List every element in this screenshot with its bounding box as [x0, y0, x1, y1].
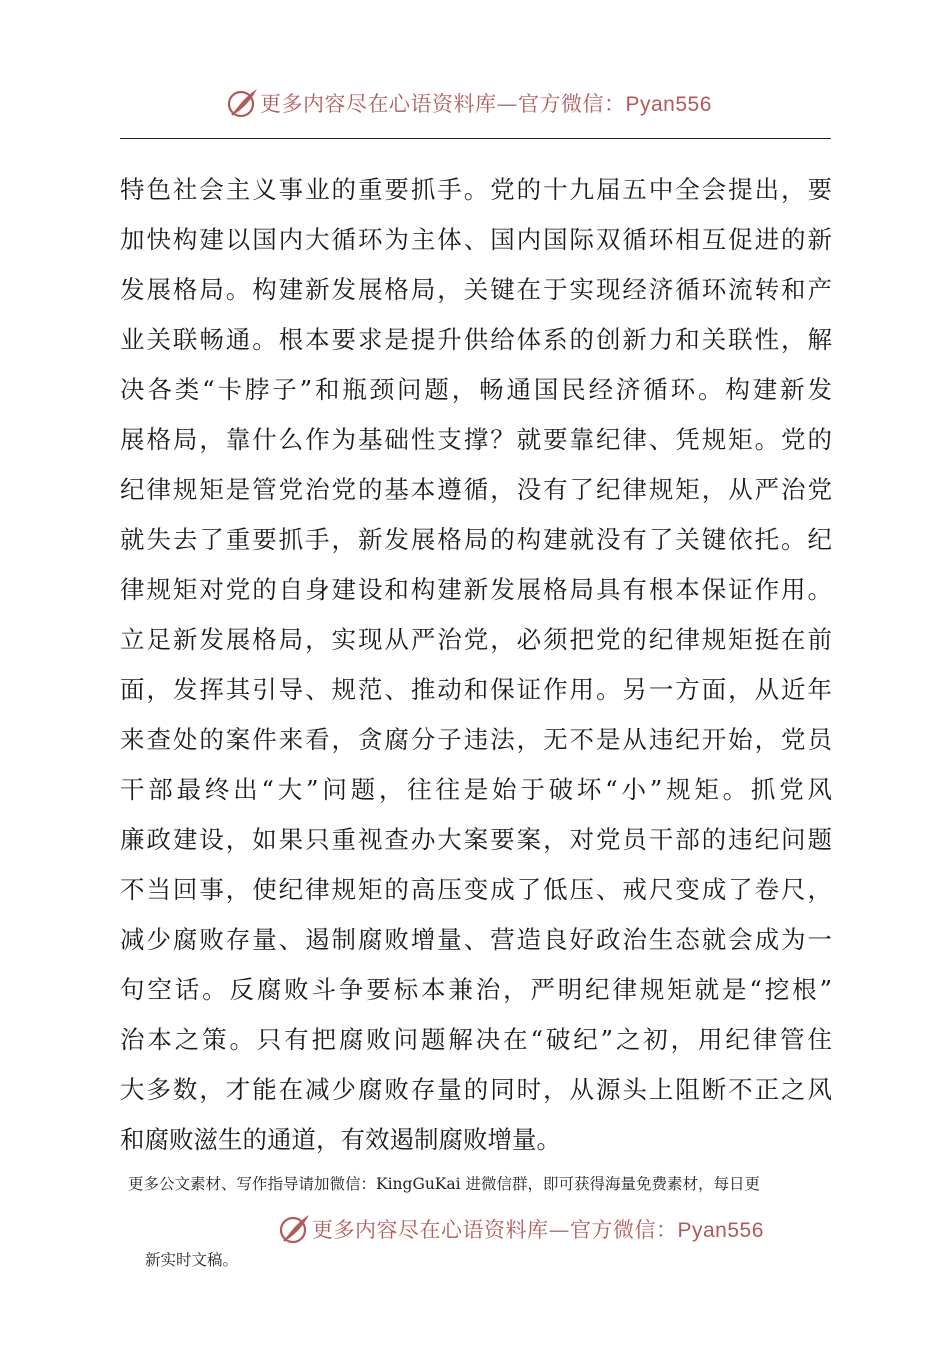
body-line: 律规矩对党的自身建设和构建新发展格局具有根本保证作用。 — [120, 575, 832, 604]
watermark-dash: — — [548, 1218, 570, 1242]
header-watermark — [226, 86, 712, 120]
watermark-dash: — — [496, 92, 518, 116]
body-line: 句空话。反腐败斗争要标本兼治，严明纪律规矩就是“挖根” — [120, 975, 832, 1004]
body-line: 纪律规矩是管党治党的基本遵循，没有了纪律规矩，从严治党 — [120, 475, 832, 504]
quill-logo-icon — [226, 86, 260, 120]
body-line: 发展格局。构建新发展格局，关键在于实现经济循环流转和产 — [120, 275, 832, 304]
body-text — [120, 165, 832, 1165]
header-rule — [120, 138, 831, 139]
watermark-text: 更多内容尽在心语资料库 — [260, 92, 497, 116]
body-line: 面，发挥其引导、规范、推动和保证作用。另一方面，从近年 — [120, 675, 832, 704]
body-line: 治本之策。只有把腐败问题解决在“破纪”之初，用纪律管住 — [120, 1025, 832, 1054]
footer-note-line1: 更多公文素材、写作指导请加微信：KingGuKai 进微信群，即可获得海量免费素材，每日更 — [128, 1175, 761, 1193]
watermark-text: 更多内容尽在心语资料库 — [312, 1218, 549, 1242]
body-line: 来查处的案件来看，贪腐分子违法，无不是从违纪开始，党员 — [120, 725, 832, 754]
body-line: 就失去了重要抓手，新发展格局的构建就没有了关键依托。纪 — [120, 525, 832, 554]
watermark-id: Pyan556 — [677, 1219, 764, 1242]
quill-logo-icon — [278, 1212, 312, 1246]
body-line: 干部最终出“大”问题，往往是始于破坏“小”规矩。抓党风 — [120, 775, 832, 804]
body-line: 特色社会主义事业的重要抓手。党的十九届五中全会提出，要 — [120, 175, 832, 204]
body-line: 减少腐败存量、遏制腐败增量、营造良好政治生态就会成为一 — [120, 925, 832, 954]
watermark-id: Pyan556 — [625, 93, 712, 116]
body-line: 不当回事，使纪律规矩的高压变成了低压、戒尺变成了卷尺， — [120, 875, 832, 904]
body-line: 展格局，靠什么作为基础性支撑？就要靠纪律、凭规矩。党的 — [120, 425, 832, 454]
body-line: 决各类“卡脖子”和瓶颈问题，畅通国民经济循环。构建新发 — [120, 375, 832, 404]
body-line: 大多数，才能在减少腐败存量的同时，从源头上阻断不正之风 — [120, 1075, 832, 1104]
body-line: 加快构建以国内大循环为主体、国内国际双循环相互促进的新 — [120, 225, 832, 254]
footer-watermark — [278, 1212, 764, 1246]
body-line: 廉政建设，如果只重视查办大案要案，对党员干部的违纪问题 — [120, 825, 832, 854]
body-line: 立足新发展格局，实现从严治党，必须把党的纪律规矩挺在前 — [120, 625, 832, 654]
body-line: 和腐败滋生的通道，有效遏制腐败增量。 — [120, 1125, 561, 1154]
footer-note-line2: 新实时文稿。 — [145, 1251, 239, 1269]
watermark-label: 官方微信： — [570, 1218, 678, 1242]
watermark-label: 官方微信： — [518, 92, 626, 116]
body-line: 业关联畅通。根本要求是提升供给体系的创新力和关联性，解 — [120, 325, 832, 354]
